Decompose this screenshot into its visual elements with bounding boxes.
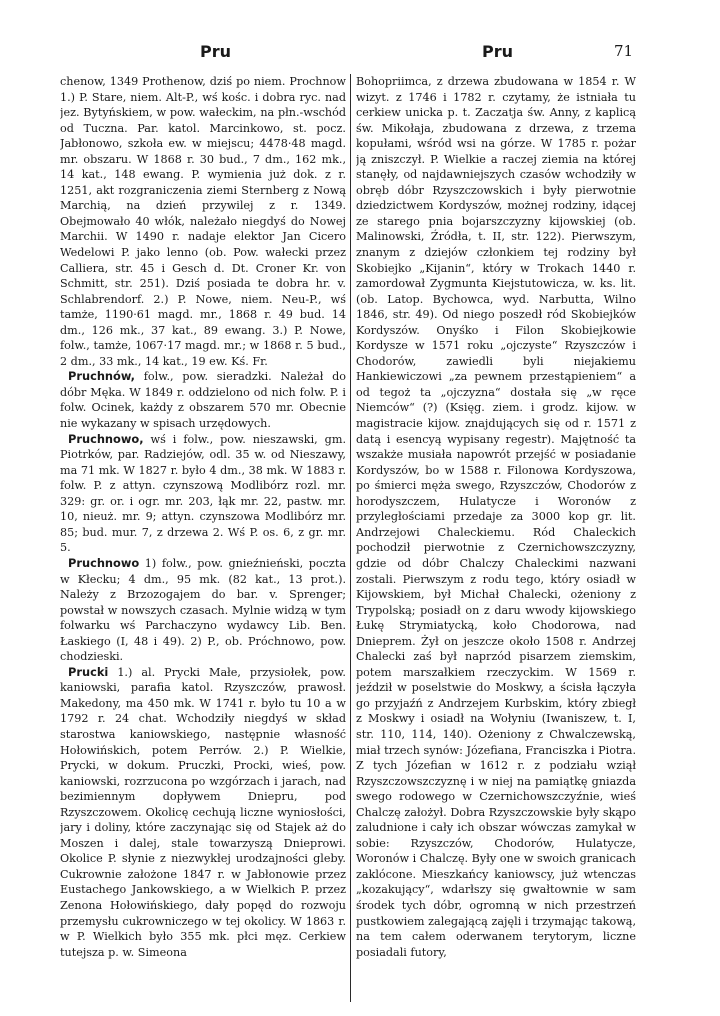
entry-text: folw., pow. sieradzki. Należał do dóbr Męka. W 1849 r. oddzielono od nich folw. P. i folw. Ocinek, każdy z obszarem 570 mr. Obecnie nie wykazany w spisach urzędowych.: [60, 370, 346, 431]
running-header-left: Pru: [200, 42, 232, 61]
page-number: 71: [614, 42, 634, 60]
entry-paragraph: [60, 556, 346, 665]
entry-paragraph: [60, 432, 346, 556]
column-divider: [350, 74, 351, 1002]
entry-paragraph: [60, 369, 346, 431]
entry-headword: Prucki: [68, 664, 109, 679]
entry-headword: Pruchnowo,: [68, 431, 144, 446]
entry-text: 1.) al. Prycki Małe, przysiołek, pow. kaniowski, parafia katol. Rzyszczów, prawosł. Makedony, ma 450 mk. W 1741 r. było tu 10 a w 1792 r. 24 chat. Wchodziły niegdyś w skład starostwa kaniowskiego, następnie własność Hołowińskich, potem Perrów. 2.) P. Wielkie, Prycki, w dokum. Pruczki, Procki, wieś, pow. kaniowski, rozrzucona po wzgórzach i jarach, nad bezimiennym dopływem Dniepru, pod Rzyszczowem. Okolicę cechują liczne wyniosłości, jary i doliny, które zaczynając się od Stajek aż do Moszen i dalej, stale towarzyszą Dnieprowi. Okolice P. słynie z niezwykłej urodzajności gleby. Cukrownie założone 1847 r. w Jabłonowie przez Eustachego Jankowskiego, a w Wielkich P. przez Zenona Hołowińskiego, dały popęd do rozwoju przemysłu cukrowniczego w tej okolicy. W 1863 r. w P. Wielkich było 355 mk. płci męz. Cerkiew tutejsza p. w. Simeona: [60, 665, 346, 959]
running-header-right: Pru: [482, 42, 514, 61]
entry-headword: Pruchnów,: [68, 369, 135, 384]
entry-headword: Pruchnowo: [68, 555, 140, 570]
right-column: [356, 74, 636, 1004]
entry-text: chenow, 1349 Prothenow, dziś po niem. Prochnow 1.) P. Stare, niem. Alt-P., wś kośc. i dobra ryc. nad jez. Bytyńskiem, w pow. wałeckim, na płn.-wschód od Tuczna. Par. katol. Marcinkowo, st. pocz. Jabłonowo, szkoła ew. w miejscu; 4478·48 magd. mr. obszaru. W 1868 r. 30 bud., 7 dm., 162 mk., 14 kat., 148 ewang. P. wymienia już dok. z r. 1251, akt rozgraniczenia ziemi Sternberg z Nową Marchią, na dzień przywilej z r. 1349. Obejmowało 40 włók, należało niegdyś do Nowej Marchii. W 1490 r. nadaje elektor Jan Cicero Wedelowi P. jako lenno (ob. Pow. wałecki przez Calliera, str. 45 i Gesch d. Dt. Croner Kr. von Schmitt, str. 251). Dziś posiada te dobra hr. v. Schlabrendorf. 2.) P. Nowe, niem. Neu-P., wś tamże, 1190·61 magd. mr., 1868 r. 49 bud. 14 dm., 126 mk., 37 kat., 89 ewang. 3.) P. Nowe, folw., tamże, 1067·17 magd. mr.; w 1868 r. 5 bud., 2 dm., 33 mk., 14 kat., 19 ew. Kś. Fr.: [60, 75, 346, 368]
entry-text: Bohopriimca, z drzewa zbudowana w 1854 r. W wizyt. z 1746 i 1782 r. czytamy, że istniała tu cerkiew unicka p. t. Zaczatja św. Anny, z kaplicą św. Mikołaja, zbudowana z drzewa, z trzema kopułami, wśród wsi na górze. W 1785 r. pożar ją zniszczył. P. Wielkie a raczej ziemia na której stanęły, od najdawniejszych czasów wchodziły w obręb dóbr Rzyszczowskich i były pierwotnie dziedzictwem Kordyszów, możnej rodziny, idącej ze starego pnia bojarszczyzny kijowskiej (ob. Malinowski, Źródła, t. II, str. 122). Pierwszym, znanym z dziejów członkiem tej rodziny był Skobiejko „Kijanin“, który w Trokach 1440 r. zamordował Zygmunta Kiejstutowicza, w. ks. lit. (ob. Latop. Bychowca, wyd. Narbutta, Wilno 1846, str. 49). Od niego poszedł ród Skobiejków Kordyszów. Onyśko i Filon Skobiejkowie Kordysze w 1571 roku „ojczyste“ Rzyszczów i Chodorów, zawiedli byli niejakiemu Hankiewiczowi „za pewnem przestąpieniem“ a od tegoż ta „ojczyzna“ dostała się „w ręce Niemców“ (?) (Księg. ziem. i grodz. kijow. w magistracie kijow. znajdujących się od r. 1571 z datą i esencyą wypisany regestr). Majętność ta wszakże musiała napowrót przejść w posiadanie Kordyszów, bo w 1588 r. Filonowa Kordyszowa, po śmierci męża swego, Rzyszczów, Chodorów z horodyszczem, Hulatycze i Woronów z przyległościami przedaje za 3000 kop gr. lit. Andrzejowi Chaleckiemu. Ród Chaleckich pochodził pierwotnie z Czernichowszczyzny, gdzie od dóbr Chalczy Chaleckimi nazwani zostali. Pierwszym z rodu tego, który osiadł w Kijowskiem, był Michał Chalecki, ożeniony z Trypolską; posiadł on z daru wwody kijowskiego Łukę Strymiatycką, koło Chodorowa, nad Dnieprem. Żył on jeszcze około 1508 r. Andrzej Chalecki zaś był naprzód pisarzem ziemskim, potem marszałkiem rzeczyckim. W 1569 r. jeździł w poselstwie do Moskwy, a ścisła łączyła go przyjaźń z Andrzejem Kurbskim, który zbiegł z Moskwy i osiadł na Wołyniu (Iwaniszew, t. I, str. 110, 114, 140). Ożeniony z Chwalczewską, miał trzech synów: Józefiana, Franciszka i Piotra. Z tych Józefian w 1612 r. z podziału wziął Rzyszczowszczyznę i w niej na pamiątkę gniazda swego rodowego w Czernichowszczyźnie, wieś Chalczę założył. Dobra Rzyszczowskie były skąpo zaludnione i cały ich obszar wówczas zamykał w sobie: Rzyszczów, Chodorów, Hulatycze, Woronów i Chalczę. Były one w swoich granicach zaklócone. Mieszkańcy kaniowscy, już wtenczas „kozakujący“, wdarłszy się gwałtownie w sam środek tych dóbr, ogromną w nich przestrzeń pustkowiem zalegającą zajęli i trzymając takową, na tem całem oderwanem terytorym, liczne posiadali futory,: [356, 75, 636, 959]
entry-text: 1) folw., pow. gnieźnieński, poczta w Kłecku; 4 dm., 95 mk. (82 kat., 13 prot.). Należy z Brzozogajem do bar. v. Sprenger; powstał w nowszych czasach. Mylnie widzą w tym folwarku wś Parchaczyno wydawcy Lib. Ben. Łaskiego (I, 48 i 49). 2) P., ob. Próchnowo, pow. chodzieski.: [60, 556, 346, 664]
entry-paragraph: [356, 74, 636, 960]
entry-paragraph: [60, 665, 346, 960]
left-column: [60, 74, 346, 1004]
entry-paragraph: [60, 74, 346, 369]
entry-text: wś i folw., pow. nieszawski, gm. Piotrków, par. Radziejów, odl. 35 w. od Nieszawy, ma 71 mk. W 1827 r. było 4 dm., 38 mk. W 1883 r. folw. P. z attyn. czynszową Modlibórz rozl. mr. 329: gr. or. i ogr. mr. 203, łąk mr. 22, pastw. mr. 10, nieuż. mr. 9; attyn. czynszowa Modlibórz mr. 85; bud. mur. 7, z drzewa 2. Wś P. os. 6, z gr. mr. 5.: [60, 432, 346, 555]
